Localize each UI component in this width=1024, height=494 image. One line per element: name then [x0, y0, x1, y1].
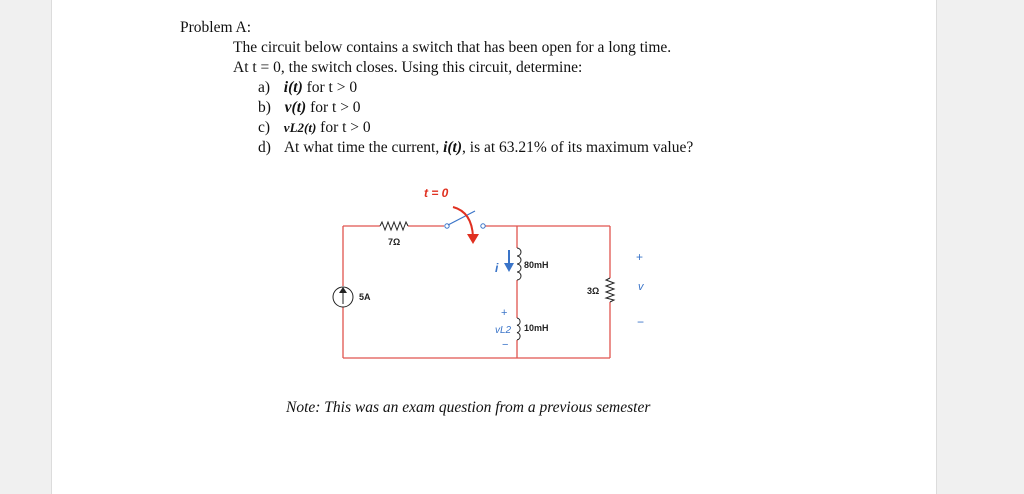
switch-time-label: t = 0: [424, 186, 449, 200]
question-text: for t > 0: [302, 79, 358, 96]
question-d: [258, 139, 693, 157]
question-text-pre: At what time the current,: [283, 139, 444, 156]
current-arrow: [504, 250, 514, 272]
resistor-7ohm-label: 7Ω: [388, 237, 401, 247]
inductor-10mh: [517, 318, 520, 340]
question-letter: d): [258, 139, 271, 156]
v-minus: −: [637, 315, 645, 329]
question-text: for t > 0: [316, 119, 371, 136]
question-variable: i(t): [283, 79, 303, 96]
exam-note: Note: This was an exam question from a previous semester: [286, 399, 651, 416]
v-label: v: [638, 281, 644, 293]
question-letter: c): [258, 119, 271, 136]
inductor-10mh-label: 10mH: [524, 323, 549, 333]
resistor-3ohm: [606, 278, 614, 302]
vl2-plus: +: [501, 307, 508, 319]
question-variable: v(t): [284, 99, 307, 116]
inductor-80mh: [517, 248, 521, 280]
question-variable: i(t): [443, 139, 463, 156]
vl2-minus: −: [502, 339, 509, 351]
question-b: [258, 99, 361, 117]
document-page: [52, 0, 936, 494]
problem-intro-line-1: The circuit below contains a switch that has been open for a long time.: [233, 39, 672, 56]
question-c: [258, 119, 371, 137]
v-plus: +: [636, 250, 644, 264]
resistor-7ohm: [380, 222, 408, 230]
vl2-label: vL2: [495, 325, 512, 336]
current-label: i: [495, 261, 499, 275]
problem-title: Problem A:: [180, 19, 252, 36]
question-variable: vL2(t): [283, 120, 317, 135]
source-label: 5A: [359, 292, 371, 302]
question-a: [258, 79, 357, 97]
inductor-80mh-label: 80mH: [524, 260, 549, 270]
question-letter: b): [258, 99, 271, 116]
question-text: for t > 0: [306, 99, 361, 116]
problem-intro-line-2: At t = 0, the switch closes. Using this circuit, determine:: [233, 59, 583, 76]
question-letter: a): [258, 79, 271, 96]
current-source: [332, 286, 354, 307]
question-text: , is at 63.21% of its maximum value?: [462, 139, 694, 156]
resistor-3ohm-label: 3Ω: [587, 286, 600, 296]
switch: [445, 207, 485, 244]
